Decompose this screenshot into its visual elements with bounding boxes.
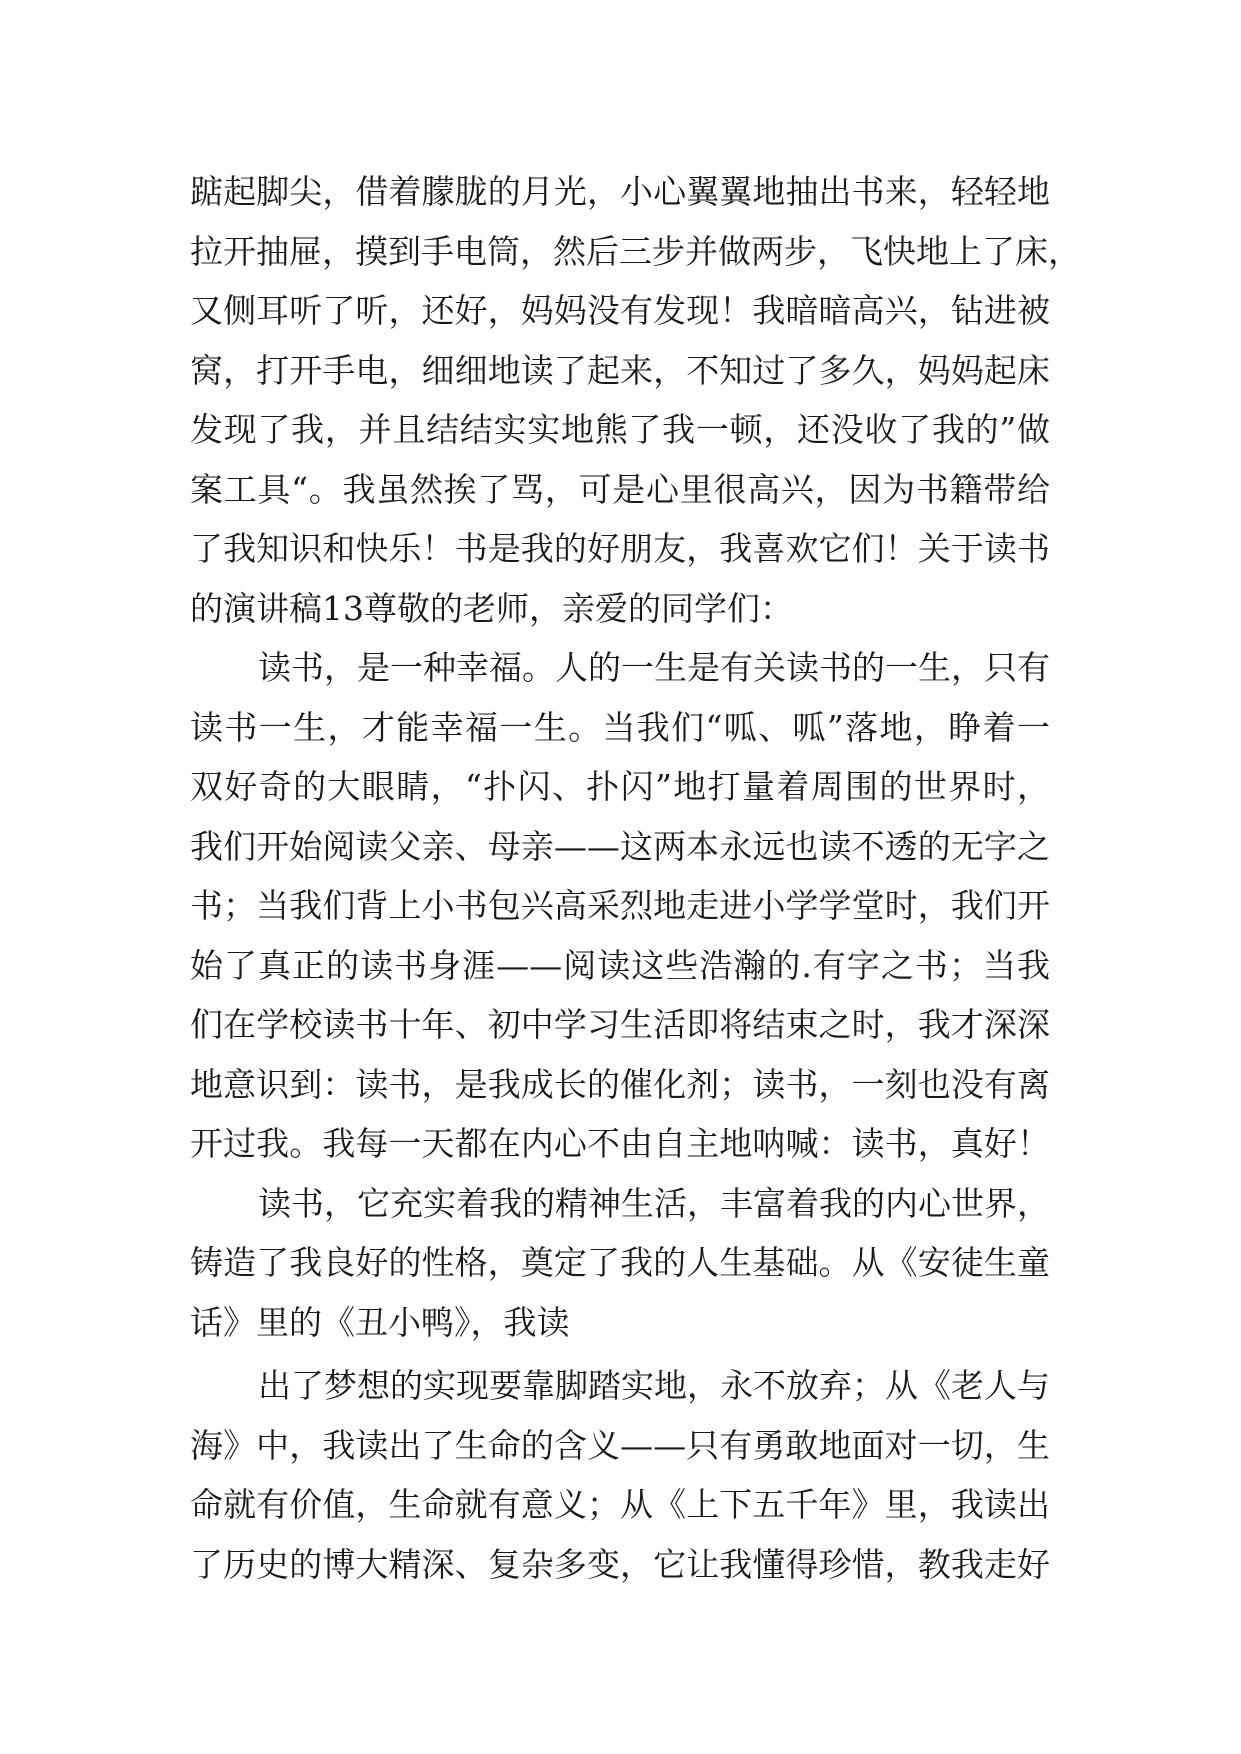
text-line: 踮起脚尖，借着朦胧的月光，小心翼翼地抽出书来，轻轻地 [190, 172, 1050, 211]
text-line: 案工具“。我虽然挨了骂，可是心里很高兴，因为书籍带给 [190, 469, 1050, 509]
text-line: 书；当我们背上小书包兴高采烈地走进小学学堂时，我们开 [190, 886, 1050, 925]
text-line: 话》里的《丑小鸭》，我读 [190, 1302, 570, 1342]
paragraph-4 [190, 1356, 1050, 1594]
text-line: 地意识到：读书，是我成长的催化剂；读书，一刻也没有离 [190, 1064, 1050, 1104]
paragraph-1 [190, 162, 1081, 638]
text-line: 出了梦想的实现要靠脚踏实地，永不放弃；从《老人与 [258, 1366, 1050, 1405]
text-line: 海》中，我读出了生命的含义——只有勇敢地面对一切，生 [190, 1425, 1050, 1465]
text-line: 拉开抽屉，摸到手电筒，然后三步并做两步，飞快地上了床， [190, 231, 1081, 271]
text-line: 读书，它充实着我的精神生活，丰富着我的内心世界， [258, 1183, 1050, 1223]
text-line: 始了真正的读书身涯——阅读这些浩瀚的.有字之书；当我 [190, 945, 1050, 985]
text-line: 了我知识和快乐！书是我的好朋友，我喜欢它们！关于读书 [190, 529, 1050, 568]
text-line: 发现了我，并且结结实实地熊了我一顿，还没收了我的”做 [190, 410, 1050, 449]
text-line: 开过我。我每一天都在内心不由自主地呐喊：读书，真好！ [190, 1124, 1050, 1163]
document-body [190, 162, 1081, 1594]
text-line: 了历史的博大精深、复杂多变，它让我懂得珍惜，教我走好 [190, 1544, 1050, 1584]
text-line: 铸造了我良好的性格，奠定了我的人生基础。从《安徒生童 [190, 1243, 1050, 1282]
text-line: 读书一生，才能幸福一生。当我们“呱、呱”落地，睁着一 [190, 707, 1050, 747]
text-line: 双好奇的大眼睛，“扑闪、扑闪”地打量着周围的世界时， [190, 767, 1050, 806]
text-line: 读书，是一种幸福。人的一生是有关读书的一生，只有 [258, 648, 1050, 687]
paragraph-3 [190, 1174, 1050, 1353]
text-line: 又侧耳听了听，还好，妈妈没有发现！我暗暗高兴，钻进被 [190, 291, 1050, 330]
text-line: 命就有价值，生命就有意义；从《上下五千年》里，我读出 [190, 1485, 1050, 1524]
text-line: 们在学校读书十年、初中学习生活即将结束之时，我才深深 [190, 1005, 1050, 1044]
text-line: 的演讲稿13尊敬的老师，亲爱的同学们： [190, 588, 793, 628]
text-line: 我们开始阅读父亲、母亲——这两本永远也读不透的无字之 [190, 826, 1050, 866]
paragraph-2 [190, 638, 1050, 1174]
text-line: 窝，打开手电，细细地读了起来，不知过了多久，妈妈起床 [190, 350, 1050, 390]
